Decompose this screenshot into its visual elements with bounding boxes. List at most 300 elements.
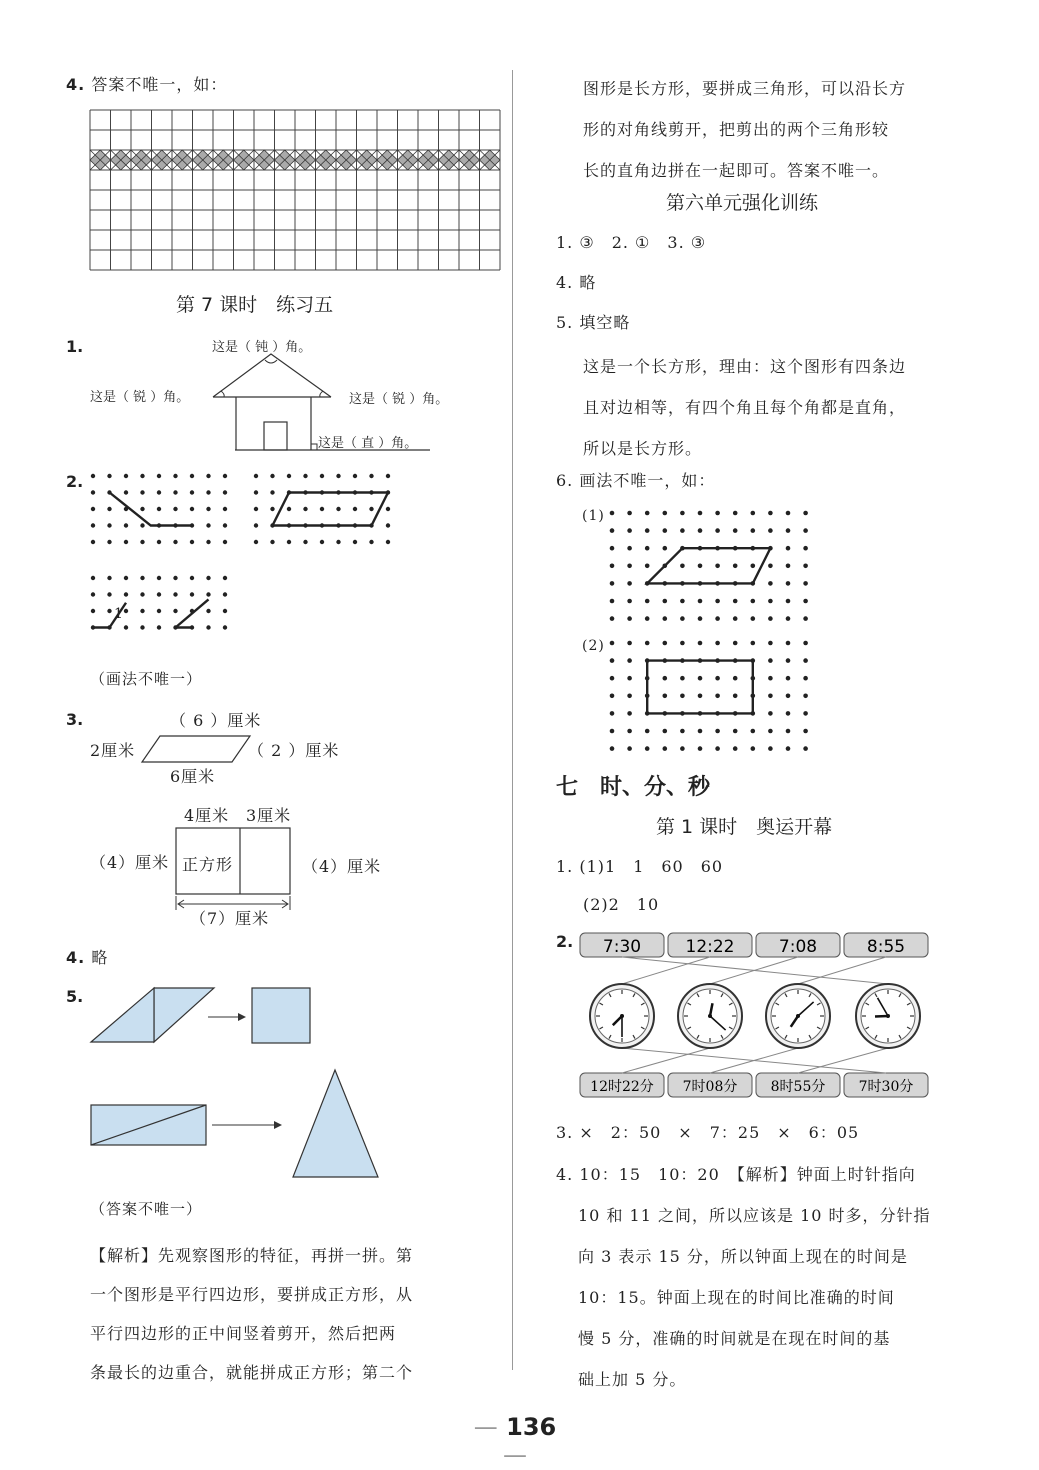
grid-dot xyxy=(698,528,703,533)
grid-dot xyxy=(610,711,615,716)
grid-dot xyxy=(786,729,791,734)
grid-dot xyxy=(610,616,615,621)
grid-dot xyxy=(768,746,773,751)
clock-center xyxy=(796,1014,800,1018)
grid-dot xyxy=(645,511,650,516)
digital-time-label: 7:30 xyxy=(602,937,642,957)
grid-dot xyxy=(287,507,291,511)
grid-dot xyxy=(786,746,791,751)
grid-dot xyxy=(223,474,227,478)
page-number: — 136 — xyxy=(473,1413,557,1469)
grid-dot xyxy=(663,599,668,604)
rect-inner-label: 正方形 xyxy=(182,855,234,874)
grid-dot xyxy=(680,564,685,569)
match-line xyxy=(710,957,798,984)
grid-dot xyxy=(803,616,808,621)
grid-dot xyxy=(751,641,756,646)
answer-6: 6. 画法不唯一，如： xyxy=(556,471,716,490)
grid-dot xyxy=(698,599,703,604)
q3-label: 3. xyxy=(66,710,84,729)
grid-dot xyxy=(369,474,373,478)
grid-dot xyxy=(698,676,703,681)
grid-dot xyxy=(610,599,615,604)
grid-dot xyxy=(698,694,703,699)
grid-dot xyxy=(680,746,685,751)
grid-dot xyxy=(715,528,720,533)
grid-dot xyxy=(124,540,128,544)
a4-line: 10 和 11 之间，所以应该是 10 时多，分针指 xyxy=(578,1206,931,1225)
grid-dot xyxy=(206,592,210,596)
grid-dot xyxy=(353,540,357,544)
grid-dot xyxy=(303,507,307,511)
grid-dot xyxy=(680,511,685,516)
dot-grid-1 xyxy=(90,473,230,553)
digital-time-label: 8:55 xyxy=(866,937,906,957)
grid-dot xyxy=(803,511,808,516)
grid-dot xyxy=(107,609,111,613)
para-bottom-label: 6厘米 xyxy=(170,767,216,786)
grid-dot xyxy=(190,507,194,511)
para-right-label: （ 2 ）厘米 xyxy=(248,741,340,760)
grid-dot xyxy=(91,490,95,494)
grid-dot xyxy=(223,592,227,596)
grid-dot xyxy=(786,694,791,699)
grid-dot xyxy=(353,474,357,478)
a4-line: 础上加 5 分。 xyxy=(578,1370,687,1389)
grid-dot xyxy=(627,599,632,604)
dot-grid-3 xyxy=(90,575,230,635)
grid-dot xyxy=(768,711,773,716)
angle-1-label: 1 xyxy=(114,606,123,622)
grid-dot xyxy=(223,523,227,527)
grid-dot xyxy=(173,474,177,478)
grid-dot xyxy=(698,746,703,751)
grid-dot xyxy=(627,658,632,663)
grid-dot xyxy=(680,694,685,699)
grid-dot xyxy=(157,507,161,511)
grid-dot xyxy=(768,528,773,533)
grid-dot xyxy=(190,490,194,494)
lesson1-title: 第 1 课时 奥运开幕 xyxy=(656,816,833,838)
dot-grid-r2 xyxy=(609,640,819,750)
grid-dot xyxy=(645,641,650,646)
grid-dot xyxy=(206,507,210,511)
grid-dot xyxy=(645,599,650,604)
grid-dot xyxy=(715,676,720,681)
analysis-line: 平行四边形的正中间竖着剪开，然后把两 xyxy=(90,1324,397,1343)
grid-dot xyxy=(91,474,95,478)
grid-dot xyxy=(140,540,144,544)
grid-dot xyxy=(645,564,650,569)
grid-dot xyxy=(680,528,685,533)
grid-dot xyxy=(715,746,720,751)
grid-dot xyxy=(223,576,227,580)
answer-grid xyxy=(90,110,502,272)
grid-dot xyxy=(353,507,357,511)
grid-dot xyxy=(303,474,307,478)
grid-dot xyxy=(751,511,756,516)
grid-dot xyxy=(786,658,791,663)
grid-dot xyxy=(270,540,274,544)
grid-dot xyxy=(733,528,738,533)
para-left-label: 2厘米 xyxy=(90,741,136,760)
grid-dot xyxy=(91,592,95,596)
grid-dot xyxy=(627,729,632,734)
grid-dot xyxy=(768,599,773,604)
grid-dot xyxy=(336,474,340,478)
grid-dot xyxy=(786,564,791,569)
analysis-line: 【解析】先观察图形的特征，再拼一拼。第 xyxy=(90,1246,414,1265)
grid-dot xyxy=(223,625,227,629)
grid-dot xyxy=(663,546,668,551)
grid-dot xyxy=(751,599,756,604)
grid-dot xyxy=(206,609,210,613)
grid-dot xyxy=(680,599,685,604)
grid-dot xyxy=(369,507,373,511)
grid-dot xyxy=(157,474,161,478)
grid-dot xyxy=(786,581,791,586)
grid-dot xyxy=(610,676,615,681)
grid-dot xyxy=(803,694,808,699)
answer-1-1: 1. (1)1 1 60 60 xyxy=(556,857,724,876)
grid-dot xyxy=(803,658,808,663)
grid-dot xyxy=(124,474,128,478)
grid-dot xyxy=(680,616,685,621)
grid-dot xyxy=(173,490,177,494)
grid-dot xyxy=(768,564,773,569)
grid-dot xyxy=(140,625,144,629)
grid-dot xyxy=(715,641,720,646)
grid-dot xyxy=(715,511,720,516)
grid-dot xyxy=(386,507,390,511)
grid-dot xyxy=(645,546,650,551)
grid-dot xyxy=(124,523,128,527)
cont-line: 形的对角线剪开，把剪出的两个三角形较 xyxy=(583,120,890,139)
grid-dot xyxy=(786,528,791,533)
grid-dot xyxy=(610,511,615,516)
grid-dot xyxy=(206,490,210,494)
grid-dot xyxy=(786,546,791,551)
sub2-label: (2) xyxy=(582,638,605,654)
continuation-block xyxy=(583,68,906,191)
grid-dot xyxy=(287,540,291,544)
grid-dot xyxy=(733,564,738,569)
answer-4-block xyxy=(556,1154,931,1400)
grid-dot xyxy=(663,641,668,646)
grid-dot xyxy=(751,746,756,751)
grid-dot xyxy=(803,641,808,646)
grid-dot xyxy=(610,746,615,751)
grid-dot xyxy=(663,528,668,533)
clock-center xyxy=(886,1014,890,1018)
lesson7-title: 第 7 课时 练习五 xyxy=(176,294,334,316)
grid-dot xyxy=(768,581,773,586)
grid-dot xyxy=(206,540,210,544)
grid-dot xyxy=(786,711,791,716)
a5-line: 且对边相等，有四个角且每个角都是直角， xyxy=(583,398,907,417)
grid-dot xyxy=(733,694,738,699)
grid-dot xyxy=(386,523,390,527)
grid-dot xyxy=(715,564,720,569)
grid-dot xyxy=(627,676,632,681)
rect-top-a: 4厘米 xyxy=(184,806,230,825)
grid-dot xyxy=(768,616,773,621)
angle-top-label: 这是（ 钝 ）角。 xyxy=(212,340,312,355)
grid-dot xyxy=(645,746,650,751)
grid-dot xyxy=(91,576,95,580)
grid-dot xyxy=(124,576,128,580)
grid-dot xyxy=(124,609,128,613)
grid-dot xyxy=(107,507,111,511)
grid-dot xyxy=(627,711,632,716)
grid-dot xyxy=(386,540,390,544)
grid-dot xyxy=(663,616,668,621)
a4-line: 4. 10：15 10：20 【解析】钟面上时针指向 xyxy=(556,1165,916,1184)
grid-dot xyxy=(140,609,144,613)
grid-dot xyxy=(698,641,703,646)
grid-dot xyxy=(270,474,274,478)
unit6-title: 第六单元强化训练 xyxy=(666,192,819,214)
rect-left-label: （4）厘米 xyxy=(90,853,170,872)
analysis-line: 条最长的边重合，就能拼成正方形；第二个 xyxy=(90,1363,414,1382)
grid-dot xyxy=(336,507,340,511)
grid-dot xyxy=(803,546,808,551)
grid-dot xyxy=(698,511,703,516)
grid-dot xyxy=(206,625,210,629)
grid-dot xyxy=(173,507,177,511)
grid-dot xyxy=(610,658,615,663)
rect-right-label: （4）厘米 xyxy=(302,857,382,876)
grid-dot xyxy=(124,625,128,629)
grid-dot xyxy=(190,576,194,580)
grid-dot xyxy=(206,576,210,580)
grid-dot xyxy=(627,616,632,621)
grid-dot xyxy=(223,507,227,511)
grid-dot xyxy=(91,523,95,527)
column-divider xyxy=(512,70,513,1370)
q4b-line: 4. 略 xyxy=(66,948,109,967)
grid-dot xyxy=(107,576,111,580)
grid-dot xyxy=(768,511,773,516)
grid-dot xyxy=(157,592,161,596)
dot-grid-r1 xyxy=(609,510,819,620)
grid-dot xyxy=(803,711,808,716)
clock-matching-figure xyxy=(578,930,938,1100)
grid-dot xyxy=(733,729,738,734)
answer-5: 5. 填空略 xyxy=(556,313,631,332)
grid-dot xyxy=(645,729,650,734)
grid-dot xyxy=(254,474,258,478)
analysis-line: 一个图形是平行四边形，要拼成正方形，从 xyxy=(90,1285,414,1304)
grid-dot xyxy=(254,490,258,494)
grid-dot xyxy=(610,729,615,734)
grid-dot xyxy=(140,576,144,580)
grid-dot xyxy=(768,641,773,646)
grid-dot xyxy=(627,528,632,533)
para-top-label: （ 6 ）厘米 xyxy=(170,711,262,730)
grid-dot xyxy=(157,576,161,580)
grid-dot xyxy=(320,507,324,511)
grid-dot xyxy=(733,511,738,516)
grid-dot xyxy=(107,540,111,544)
grid-dot xyxy=(610,546,615,551)
grid-dot xyxy=(698,729,703,734)
grid-dot xyxy=(715,599,720,604)
grid-dot xyxy=(140,474,144,478)
grid-dot xyxy=(768,729,773,734)
chinese-time-label: 7时30分 xyxy=(858,1079,914,1095)
rect-top-b: 3厘米 xyxy=(246,806,292,825)
q4-line: 4. 答案不唯一，如： xyxy=(66,75,228,94)
grid-dot xyxy=(768,676,773,681)
chinese-time-label: 12时22分 xyxy=(590,1079,654,1095)
grid-dot xyxy=(751,616,756,621)
a5-line: 所以是长方形。 xyxy=(583,439,703,458)
a4-line: 10：15。钟面上现在的时间比准确的时间 xyxy=(578,1288,895,1307)
chinese-time-label: 8时55分 xyxy=(770,1079,826,1095)
grid-dot xyxy=(768,658,773,663)
grid-dot xyxy=(173,576,177,580)
grid-dot xyxy=(107,592,111,596)
grid-dot xyxy=(733,599,738,604)
q2-label: 2. xyxy=(66,472,84,491)
grid-dot xyxy=(270,507,274,511)
grid-dot xyxy=(610,694,615,699)
grid-dot xyxy=(107,474,111,478)
grid-dot xyxy=(715,694,720,699)
clock-center xyxy=(708,1014,712,1018)
grid-dot xyxy=(627,546,632,551)
grid-dot xyxy=(140,592,144,596)
grid-dot xyxy=(610,528,615,533)
angle-right-label: 这是（ 锐 ）角。 xyxy=(349,392,449,407)
grid-dot xyxy=(663,676,668,681)
grid-dot xyxy=(140,523,144,527)
grid-dot xyxy=(645,616,650,621)
grid-dot xyxy=(157,490,161,494)
grid-dot xyxy=(751,528,756,533)
a5-line: 这是一个长方形，理由：这个图形有四条边 xyxy=(583,357,907,376)
chinese-time-label: 7时08分 xyxy=(682,1079,738,1095)
grid-dot xyxy=(627,641,632,646)
dot-grid-2 xyxy=(253,473,393,553)
grid-dot xyxy=(610,564,615,569)
grid-dot xyxy=(157,609,161,613)
grid-dot xyxy=(786,676,791,681)
grid-dot xyxy=(91,609,95,613)
grid-dot xyxy=(803,729,808,734)
chapter7-title: 七 时、分、秒 xyxy=(556,775,711,800)
grid-dot xyxy=(803,599,808,604)
q2-note: （画法不唯一） xyxy=(90,670,203,688)
grid-dot xyxy=(733,641,738,646)
grid-dot xyxy=(157,625,161,629)
q2r-label: 2. xyxy=(556,932,574,951)
grid-dot xyxy=(173,609,177,613)
grid-dot xyxy=(223,609,227,613)
grid-dot xyxy=(786,511,791,516)
grid-dot xyxy=(733,616,738,621)
grid-dot xyxy=(140,490,144,494)
answer-1-2: (2)2 10 xyxy=(583,895,660,914)
q5-note: （答案不唯一） xyxy=(90,1200,203,1218)
q1-label: 1. xyxy=(66,337,84,356)
grid-dot xyxy=(680,729,685,734)
grid-dot xyxy=(157,540,161,544)
grid-dot xyxy=(751,729,756,734)
grid-dot xyxy=(91,540,95,544)
grid-dot xyxy=(91,507,95,511)
grid-dot xyxy=(803,676,808,681)
grid-dot xyxy=(733,676,738,681)
grid-dot xyxy=(751,564,756,569)
grid-dot xyxy=(124,490,128,494)
grid-dot xyxy=(173,592,177,596)
grid-dot xyxy=(254,540,258,544)
grid-dot xyxy=(663,694,668,699)
grid-dot xyxy=(336,540,340,544)
grid-dot xyxy=(190,592,194,596)
grid-dot xyxy=(680,641,685,646)
answers-1-3: 1. ③ 2. ① 3. ③ xyxy=(556,233,707,252)
grid-dot xyxy=(627,511,632,516)
grid-dot xyxy=(663,729,668,734)
grid-dot xyxy=(287,474,291,478)
grid-dot xyxy=(698,564,703,569)
grid-dot xyxy=(786,641,791,646)
a4-line: 向 3 表示 15 分，所以钟面上现在的时间是 xyxy=(578,1247,908,1266)
grid-dot xyxy=(698,616,703,621)
answer-3: 3. × 2：50 × 7：25 × 6：05 xyxy=(556,1123,860,1142)
grid-dot xyxy=(206,474,210,478)
grid-dot xyxy=(715,616,720,621)
grid-dot xyxy=(303,540,307,544)
angle-bottom-label: 这是（ 直 ）角。 xyxy=(318,436,418,451)
grid-dot xyxy=(786,616,791,621)
grid-dot xyxy=(140,507,144,511)
rect-bottom-label: （7）厘米 xyxy=(190,909,270,928)
grid-dot xyxy=(190,540,194,544)
q5-shapes xyxy=(88,985,398,1185)
grid-dot xyxy=(254,523,258,527)
answer-5-block xyxy=(583,346,906,469)
match-line xyxy=(710,1048,798,1073)
a4-line: 慢 5 分，准确的时间就是在现在时间的基 xyxy=(578,1329,891,1348)
grid-dot xyxy=(386,474,390,478)
grid-dot xyxy=(663,746,668,751)
grid-dot xyxy=(124,592,128,596)
grid-dot xyxy=(254,507,258,511)
grid-dot xyxy=(645,528,650,533)
grid-dot xyxy=(627,581,632,586)
clock-center xyxy=(620,1014,624,1018)
grid-dot xyxy=(206,523,210,527)
grid-dot xyxy=(803,528,808,533)
grid-dot xyxy=(627,564,632,569)
grid-dot xyxy=(786,599,791,604)
grid-dot xyxy=(610,581,615,586)
answer-4: 4. 略 xyxy=(556,273,597,292)
grid-dot xyxy=(627,746,632,751)
grid-dot xyxy=(663,511,668,516)
grid-dot xyxy=(369,540,373,544)
match-line xyxy=(798,957,886,984)
parallelogram xyxy=(140,734,260,764)
grid-dot xyxy=(803,581,808,586)
digital-time-label: 12:22 xyxy=(685,937,735,957)
cont-line: 图形是长方形，要拼成三角形，可以沿长方 xyxy=(583,79,907,98)
grid-dot xyxy=(320,474,324,478)
